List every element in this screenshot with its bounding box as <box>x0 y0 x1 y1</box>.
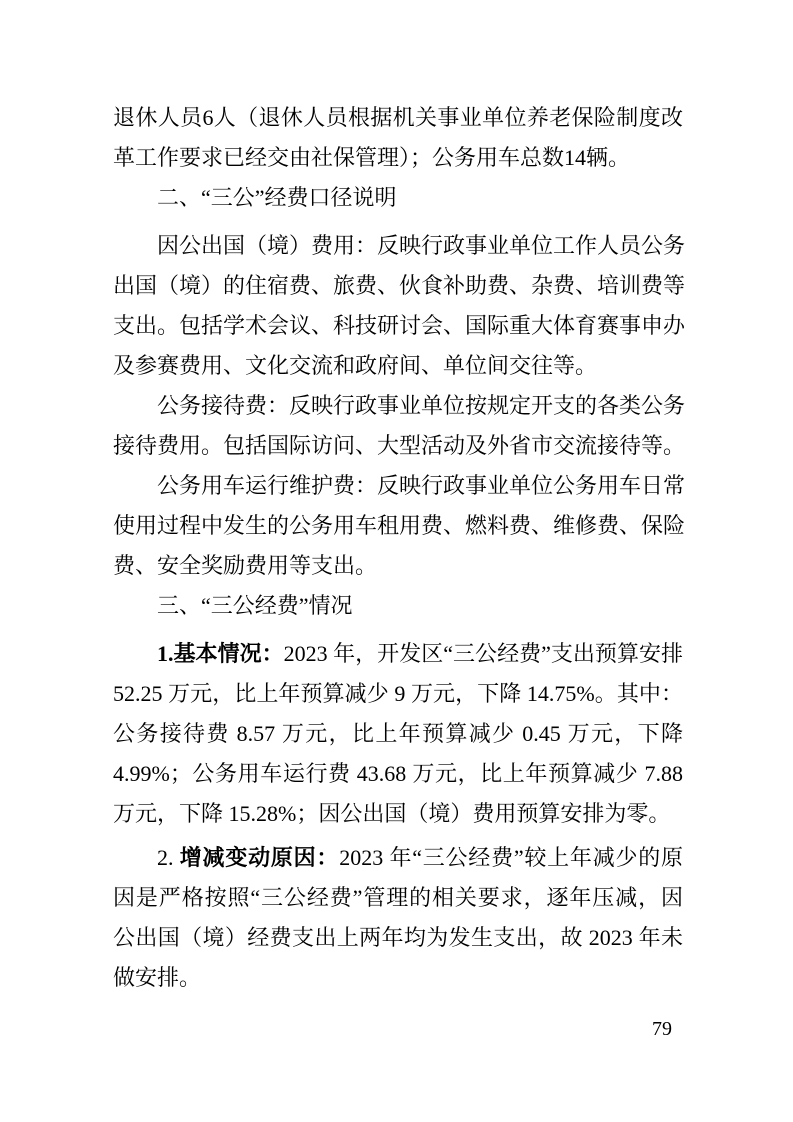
body-text-line: 出国（境）的住宿费、旅费、伙食补助费、杂费、培训费等 <box>113 273 686 298</box>
body-text-line <box>113 838 683 878</box>
body-text-line: 4.99%；公务用车运行费 43.68 万元，比上年预算减少 7.88 <box>113 761 683 786</box>
body-text-line <box>113 634 683 674</box>
body-text-line: 公出国（境）经费支出上两年均为发生支出，故 2023 年未 <box>113 925 683 950</box>
paragraph-number: 2. <box>157 845 180 870</box>
body-text-segment: 2023 年，开发区“三公经费”支出预算安排 <box>283 641 683 666</box>
body-text-line: 因是严格按照“三公经费”管理的相关要求，逐年压减，因 <box>113 885 683 910</box>
body-text-line: 52.25 万元，比上年预算减少 9 万元，下降 14.75%。其中： <box>113 681 683 706</box>
body-text-line: 接待费用。包括国际访问、大型活动及外省市交流接待等。 <box>113 433 686 458</box>
page-number: 79 <box>652 1018 672 1040</box>
body-text-line: 革工作要求已经交由社保管理）；公务用车总数14辆。 <box>113 145 631 170</box>
body-text-line: 费、安全奖励费用等支出。 <box>113 553 378 578</box>
section-heading: 二、“三公”经费口径说明 <box>157 185 397 210</box>
body-text-line: 及参赛费用、文化交流和政府间、单位间交往等。 <box>113 353 598 378</box>
body-text-line: 因公出国（境）费用：反映行政事业单位工作人员公务 <box>157 233 686 258</box>
body-text-line: 公务接待费：反映行政事业单位按规定开支的各类公务 <box>157 393 686 418</box>
text-block <box>113 98 686 998</box>
body-text-line: 退休人员6人（退休人员根据机关事业单位养老保险制度改 <box>113 105 683 130</box>
bold-lead: 1.基本情况： <box>157 641 284 666</box>
body-text-segment: 2023 年“三公经费”较上年减少的原 <box>339 845 684 870</box>
section-heading: 三、“三公经费”情况 <box>157 593 353 618</box>
bold-lead: 增减变动原因： <box>179 845 340 870</box>
body-text-line: 万元，下降 15.28%；因公出国（境）费用预算安排为零。 <box>113 801 671 826</box>
body-text-line: 支出。包括学术会议、科技研讨会、国际重大体育赛事申办 <box>113 313 686 338</box>
body-text-line: 公务用车运行维护费：反映行政事业单位公务用车日常 <box>157 473 686 498</box>
body-text-line: 使用过程中发生的公务用车租用费、燃料费、维修费、保险 <box>113 513 686 538</box>
body-text-line: 公务接待费 8.57 万元，比上年预算减少 0.45 万元，下降 <box>113 721 683 746</box>
body-text-line: 做安排。 <box>113 965 202 990</box>
